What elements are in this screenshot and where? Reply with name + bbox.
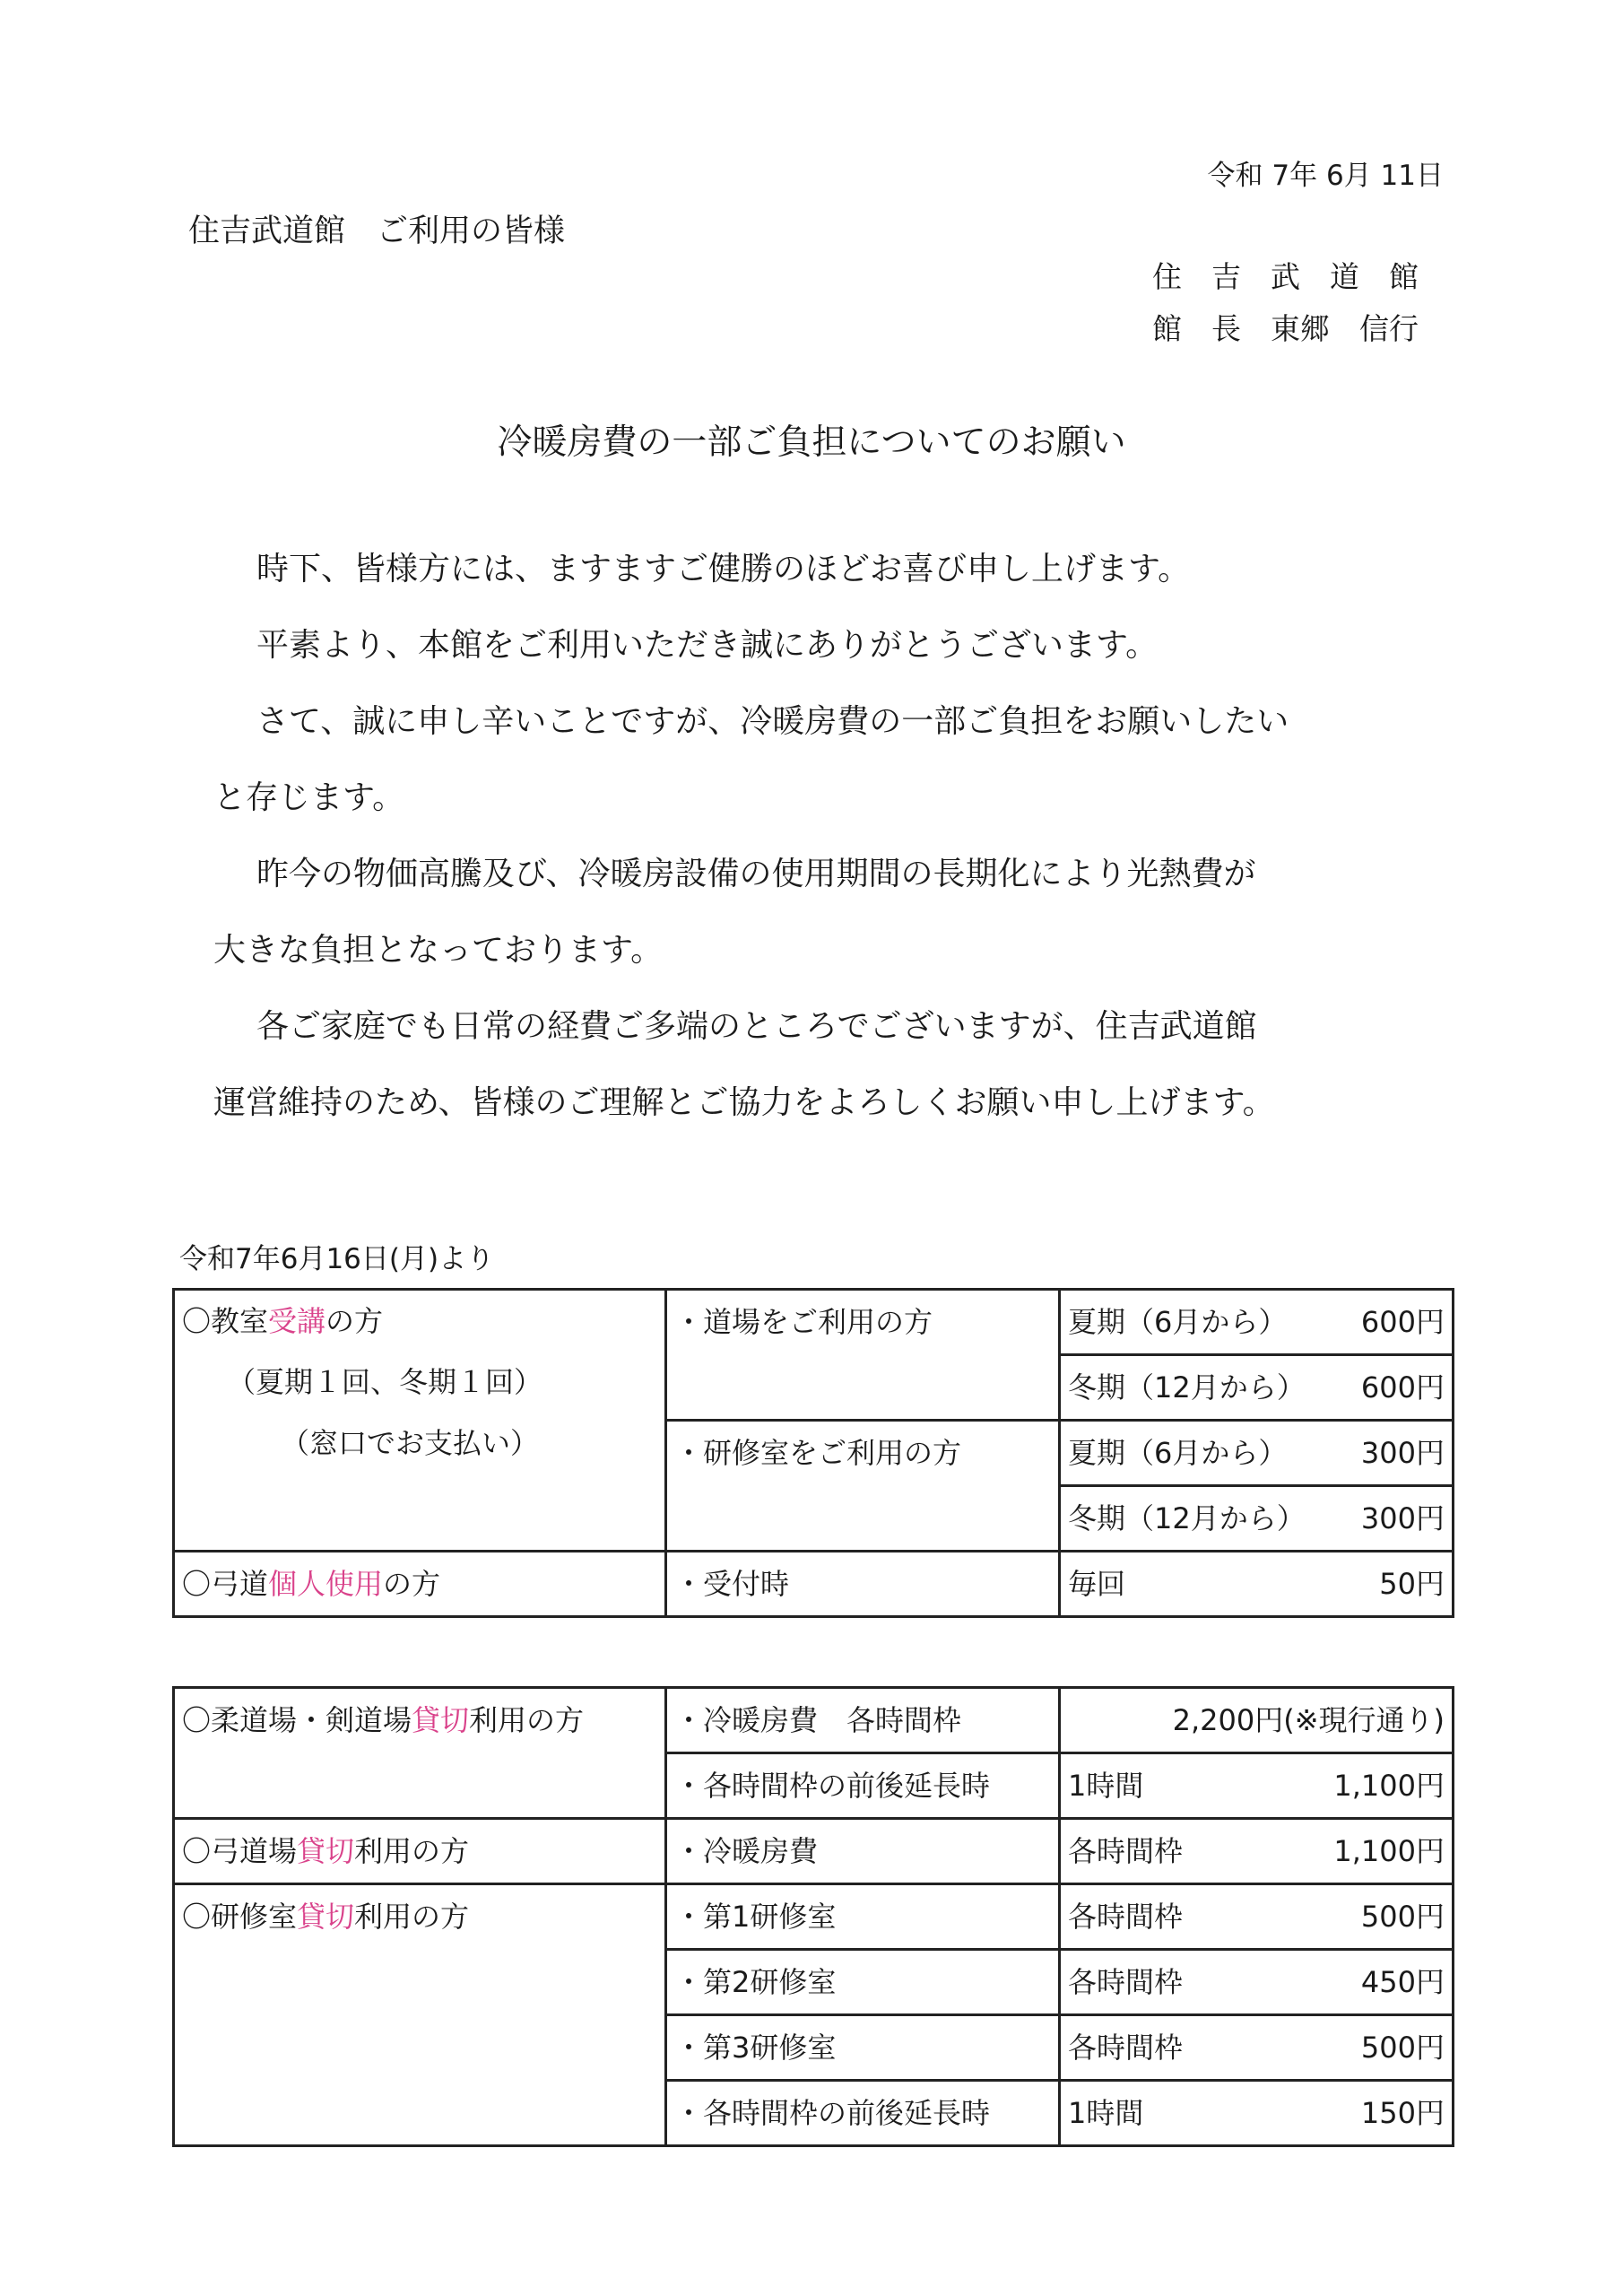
fee-cell: 冬期（12月から） 300円 (1060, 1486, 1454, 1552)
ac-cell: ・冷暖房費 (666, 1819, 1060, 1884)
body-paragraph: 昨今の物価高騰及び、冷暖房設備の使用期間の長期化により光熱費が (256, 856, 1256, 892)
fee-table-classes (172, 1288, 1454, 1618)
room1-cell: ・第1研修室 (666, 1884, 1060, 1950)
dojo-use-cell: ・道場をご利用の方 (666, 1290, 1060, 1421)
fee-cell: 各時間枠 450円 (1060, 1950, 1454, 2015)
body-paragraph: 運営維持のため、皆様のご理解とご協力をよろしくお願い申し上げます。 (213, 1084, 1275, 1121)
effective-date: 令和7年6月16日(月)より (179, 1243, 495, 1275)
room-extension-cell: ・各時間枠の前後延長時 (666, 2081, 1060, 2146)
sender-name: 館 長 東郷 信行 (1152, 311, 1419, 346)
fee-cell: 各時間枠 1,100円 (1060, 1819, 1454, 1884)
class-students-label: 〇教室受講の方 (182, 1304, 384, 1338)
body-paragraph: 平素より、本館をご利用いただき誠にありがとうございます。 (256, 627, 1159, 664)
body-paragraph: と存じます。 (213, 779, 405, 816)
fee-cell: 1時間 150円 (1060, 2081, 1454, 2146)
body-paragraph: 大きな負担となっております。 (213, 932, 664, 969)
body-text (213, 531, 1289, 1141)
judo-kendo-rental-cell: 〇柔道場・剣道場貸切利用の方 (174, 1688, 666, 1819)
fee-cell: 各時間枠 500円 (1060, 1884, 1454, 1950)
kyudojo-rental-cell: 〇弓道場貸切利用の方 (174, 1819, 666, 1884)
class-students-cell (174, 1290, 666, 1552)
body-paragraph: さて、誠に申し辛いことですが、冷暖房費の一部ご負担をお願いしたい (256, 703, 1289, 740)
room3-cell: ・第3研修室 (666, 2015, 1060, 2081)
fee-cell: 夏期（6月から） 600円 (1060, 1290, 1454, 1355)
fee-cell: 1時間 1,100円 (1060, 1753, 1454, 1819)
training-room-rental-cell: 〇研修室貸切利用の方 (174, 1884, 666, 2146)
room2-cell: ・第2研修室 (666, 1950, 1060, 2015)
ac-each-cell: ・冷暖房費 各時間枠 (666, 1688, 1060, 1753)
sender-block (1152, 251, 1419, 355)
training-use-cell: ・研修室をご利用の方 (666, 1421, 1060, 1552)
fee-cell: 夏期（6月から） 300円 (1060, 1421, 1454, 1486)
sender-org: 住 吉 武 道 館 (1152, 259, 1419, 294)
class-note-1: （夏期１回、冬期１回） (227, 1365, 543, 1399)
document-title: 冷暖房費の一部ご負担についてのお願い (497, 422, 1126, 463)
kyudo-individual-cell: 〇弓道個人使用の方 (174, 1552, 666, 1617)
document-date: 令和 7年 6月 11日 (1207, 160, 1444, 192)
class-note-2: （窓口でお支払い） (281, 1426, 540, 1460)
fee-cell: 2,200円(※現行通り) (1060, 1688, 1454, 1753)
fee-cell: 冬期（12月から） 600円 (1060, 1355, 1454, 1421)
reception-cell: ・受付時 (666, 1552, 1060, 1617)
fee-cell: 各時間枠 500円 (1060, 2015, 1454, 2081)
body-paragraph: 各ご家庭でも日常の経費ご多端のところでございますが、住吉武道館 (256, 1008, 1257, 1045)
addressee: 住吉武道館 ご利用の皆様 (188, 213, 566, 249)
extension-cell: ・各時間枠の前後延長時 (666, 1753, 1060, 1819)
fee-table-rentals (172, 1686, 1454, 2147)
body-paragraph: 時下、皆様方には、ますますご健勝のほどお喜び申し上げます。 (256, 551, 1191, 587)
fee-cell: 毎回 50円 (1060, 1552, 1454, 1617)
